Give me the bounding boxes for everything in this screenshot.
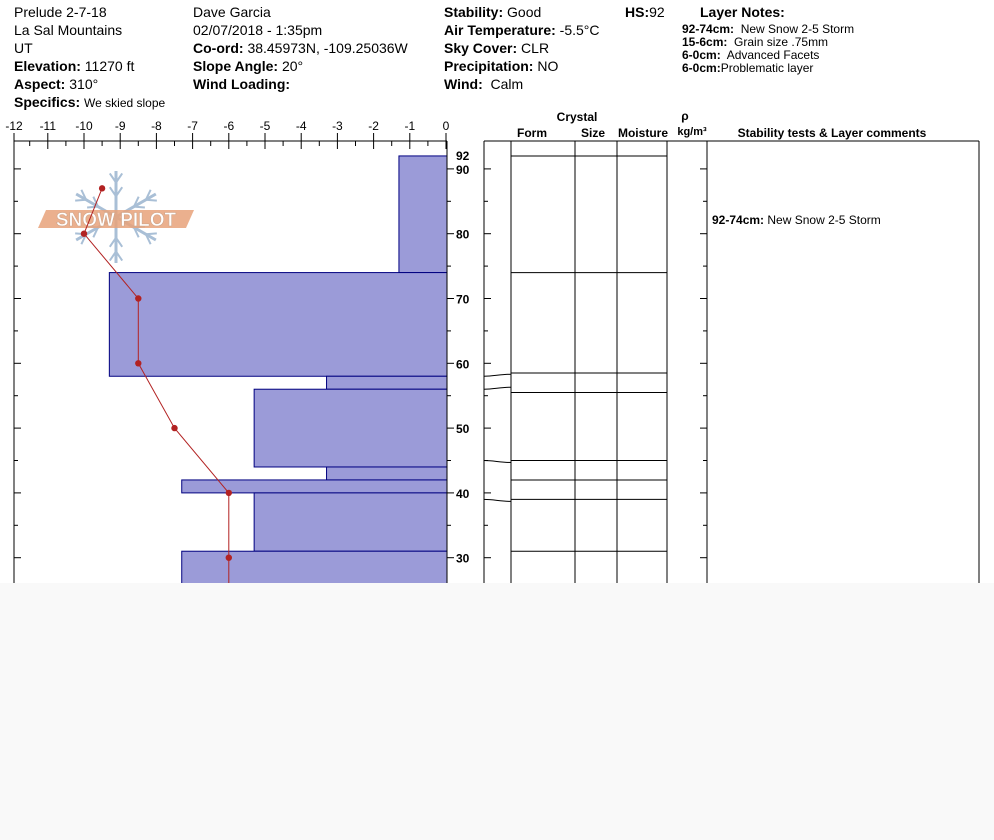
temperature-profile [81,185,232,583]
hardness-bar [182,551,447,583]
layer-comment-text: New Snow 2-5 Storm [767,213,881,227]
snowpilot-logo [38,171,194,263]
coord-value: 38.45973N, -109.25036W [247,40,408,56]
hardness-bar [109,273,447,377]
air-temp-value: -5.5°C [559,22,600,38]
x-tick-label: -7 [187,119,198,133]
specifics-value: We skied slope [84,96,166,110]
temperature-line [84,188,229,583]
layer-connector [484,461,511,463]
sky-label: Sky Cover: [444,40,518,56]
layer-comment-range: 92-74cm: [712,213,768,227]
layer-table [484,109,979,583]
snowflake-branch [75,200,86,201]
y-tick-label: 40 [456,486,470,501]
air-temp-label: Air Temperature: [444,22,556,38]
y-tick-label: 70 [456,292,470,307]
y-tick-label: 60 [456,357,470,372]
x-tick-label: -4 [295,119,307,133]
state: UT [14,40,33,56]
x-tick-label: 0 [442,119,450,133]
aspect-label: Aspect: [14,76,66,92]
aspect-value: 310° [69,76,99,92]
snowflake-branch [87,207,98,208]
comments-header: Stability tests & Layer comments [737,126,927,140]
hardness-bar [327,467,447,480]
datetime: 02/07/2018 - 1:35pm [193,22,323,38]
wind-loading-label: Wind Loading: [193,76,291,92]
x-tick-label: -9 [114,119,126,133]
layer-note-text: Grain size .75mm [734,35,829,49]
y-tick-label: 90 [456,162,470,177]
observer: Dave Garcia [193,4,271,20]
x-tick-label: -12 [5,119,23,133]
layer-note-text: Problematic layer [720,61,814,75]
hardness-bar [254,493,447,551]
coord-label: Co-ord: [193,40,244,56]
layer-note-text: Advanced Facets [726,48,820,62]
moisture-header: Moisture [617,126,669,140]
y-tick-label: 80 [456,227,470,242]
mountain-range: La Sal Mountains [14,22,123,38]
form-header: Form [517,126,547,140]
layer-connector [484,499,511,501]
layer-note-range: 92-74cm: [682,22,735,36]
x-tick-label: -10 [75,119,93,133]
y-tick-label: 92 [456,148,470,163]
x-tick-label: -11 [39,119,57,133]
layer-note-range: 6-0cm: [682,48,721,62]
temperature-point [135,295,141,301]
temperature-point [226,555,232,561]
x-tick-label: -6 [223,119,235,133]
hardness-bar [399,156,447,273]
hs-value: 92 [649,4,665,20]
wind-value: Calm [490,76,524,92]
layer-note-range: 6-0cm: [682,61,721,75]
sky-value: CLR [521,40,550,56]
temperature-point [226,490,232,496]
y-tick-label: 30 [456,551,470,566]
crystal-header: Crystal [556,110,598,124]
size-header: Size [580,126,606,140]
snowflake-branch [134,207,145,208]
temperature-point [81,231,87,237]
slope-label: Slope Angle: [193,58,279,74]
x-tick-label: -3 [332,119,343,133]
precip-label: Precipitation: [444,58,534,74]
slope-value: 20° [281,58,304,74]
y-tick-label: 50 [456,422,470,437]
rho-header: ρ [681,109,689,123]
elevation-value: 11270 ft [84,58,135,74]
precip-value: NO [537,58,559,74]
specifics-label: Specifics: [14,94,81,110]
layer-connector [484,387,511,389]
snowflake-branch [146,200,157,201]
layer-comment [712,213,881,227]
temperature-point [135,360,141,366]
x-tick-label: -8 [151,119,162,133]
layer-connector [484,374,511,376]
stability-value: Good [507,4,542,20]
x-tick-label: -2 [368,119,379,133]
temperature-point [171,425,177,431]
x-tick-label: -1 [404,119,416,133]
hardness-bar [254,389,447,467]
layer-note-range: 15-6cm: [682,35,728,49]
stability-label: Stability: [444,4,504,20]
location-name: Prelude 2-7-18 [14,4,107,20]
layer-note-text: New Snow 2-5 Storm [740,22,855,36]
hs-label: HS: [625,4,650,20]
density-unit: kg/m³ [677,126,707,138]
logo-text: SNOW PILOT [55,210,177,231]
snowflake-branch [146,233,157,234]
layer-notes-title: Layer Notes: [700,4,785,20]
x-tick-label: -5 [259,119,271,133]
temperature-point [99,185,105,191]
wind-label: Wind: [444,76,483,92]
hardness-bar [182,480,447,493]
hardness-bar [327,376,447,389]
elevation-label: Elevation: [14,58,81,74]
